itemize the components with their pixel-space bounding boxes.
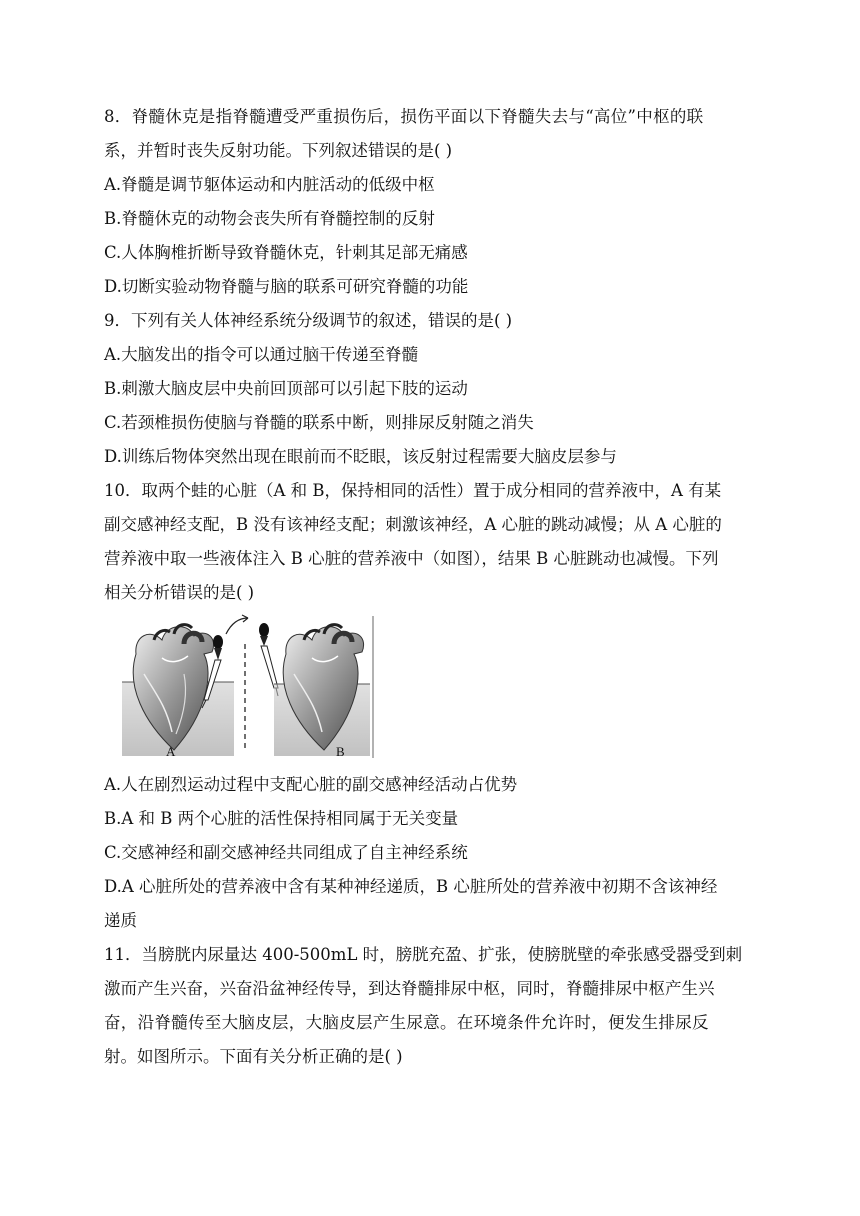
- q11-stem-line-2: 激而产生兴奋，兴奋沿盆神经传导，到达脊髓排尿中枢，同时，脊髓排尿中枢产生兴: [104, 979, 715, 998]
- q10-stem-line-2: 副交感神经支配，B 没有该神经支配；刺激该神经，A 心脏的跳动减慢；从 A 心脏的: [104, 515, 722, 534]
- q10-option-a: A.人在剧烈运动过程中支配心脏的副交感神经活动占优势: [104, 775, 518, 794]
- q9-stem: 9．下列有关人体神经系统分级调节的叙述，错误的是( ): [104, 311, 513, 330]
- q10-stem-line-4: 相关分析错误的是( ): [104, 583, 255, 602]
- q10-option-d-continued: 递质: [104, 911, 137, 930]
- q8-stem-line-1: 8．脊髓休克是指脊髓遭受严重损伤后，损伤平面以下脊髓失去与“高位”中枢的联: [104, 107, 704, 126]
- q11-stem-line-3: 奋，沿脊髓传至大脑皮层，大脑皮层产生尿意。在环境条件允许时，便发生排尿反: [104, 1013, 709, 1032]
- q10-stem-line-1: 10．取两个蛙的心脏（A 和 B，保持相同的活性）置于成分相同的营养液中，A 有某: [104, 481, 722, 500]
- q10-option-b: B.A 和 B 两个心脏的活性保持相同属于无关变量: [104, 809, 459, 828]
- q10-stem-line-3: 营养液中取一些液体注入 B 心脏的营养液中（如图），结果 B 心脏跳动也减慢。下列: [104, 549, 719, 568]
- figure-label-b: B: [336, 744, 345, 759]
- q9-option-d: D.训练后物体突然出现在眼前而不眨眼，该反射过程需要大脑皮层参与: [104, 447, 617, 466]
- q10-option-c: C.交感神经和副交感神经共同组成了自主神经系统: [104, 843, 468, 862]
- heart-figure-svg: [114, 614, 376, 760]
- q8-option-d: D.切断实验动物脊髓与脑的联系可研究脊髓的功能: [104, 277, 469, 296]
- q11-stem-line-4: 射。如图所示。下面有关分析正确的是( ): [104, 1047, 403, 1066]
- figure-label-a: A: [166, 744, 176, 759]
- q9-option-b: B.刺激大脑皮层中央前回顶部可以引起下肢的运动: [104, 379, 468, 398]
- q8-stem-line-2: 系，并暂时丧失反射功能。下列叙述错误的是( ): [104, 141, 453, 160]
- q8-option-a: A.脊髓是调节躯体运动和内脏活动的低级中枢: [104, 175, 435, 194]
- q8-option-c: C.人体胸椎折断导致脊髓休克，针刺其足部无痛感: [104, 243, 468, 262]
- heart-experiment-figure: [114, 614, 376, 760]
- q8-option-b: B.脊髓休克的动物会丧失所有脊髓控制的反射: [104, 209, 435, 228]
- q11-stem-line-1: 11．当膀胱内尿量达 400-500mL 时，膀胱充盈、扩张，使膀胱壁的牵张感受器受到刺: [104, 945, 743, 964]
- q10-option-d: D.A 心脏所处的营养液中含有某种神经递质，B 心脏所处的营养液中初期不含该神经: [104, 877, 718, 896]
- q9-option-c: C.若颈椎损伤使脑与脊髓的联系中断，则排尿反射随之消失: [104, 413, 534, 432]
- q9-option-a: A.大脑发出的指令可以通过脑干传递至脊髓: [104, 345, 419, 364]
